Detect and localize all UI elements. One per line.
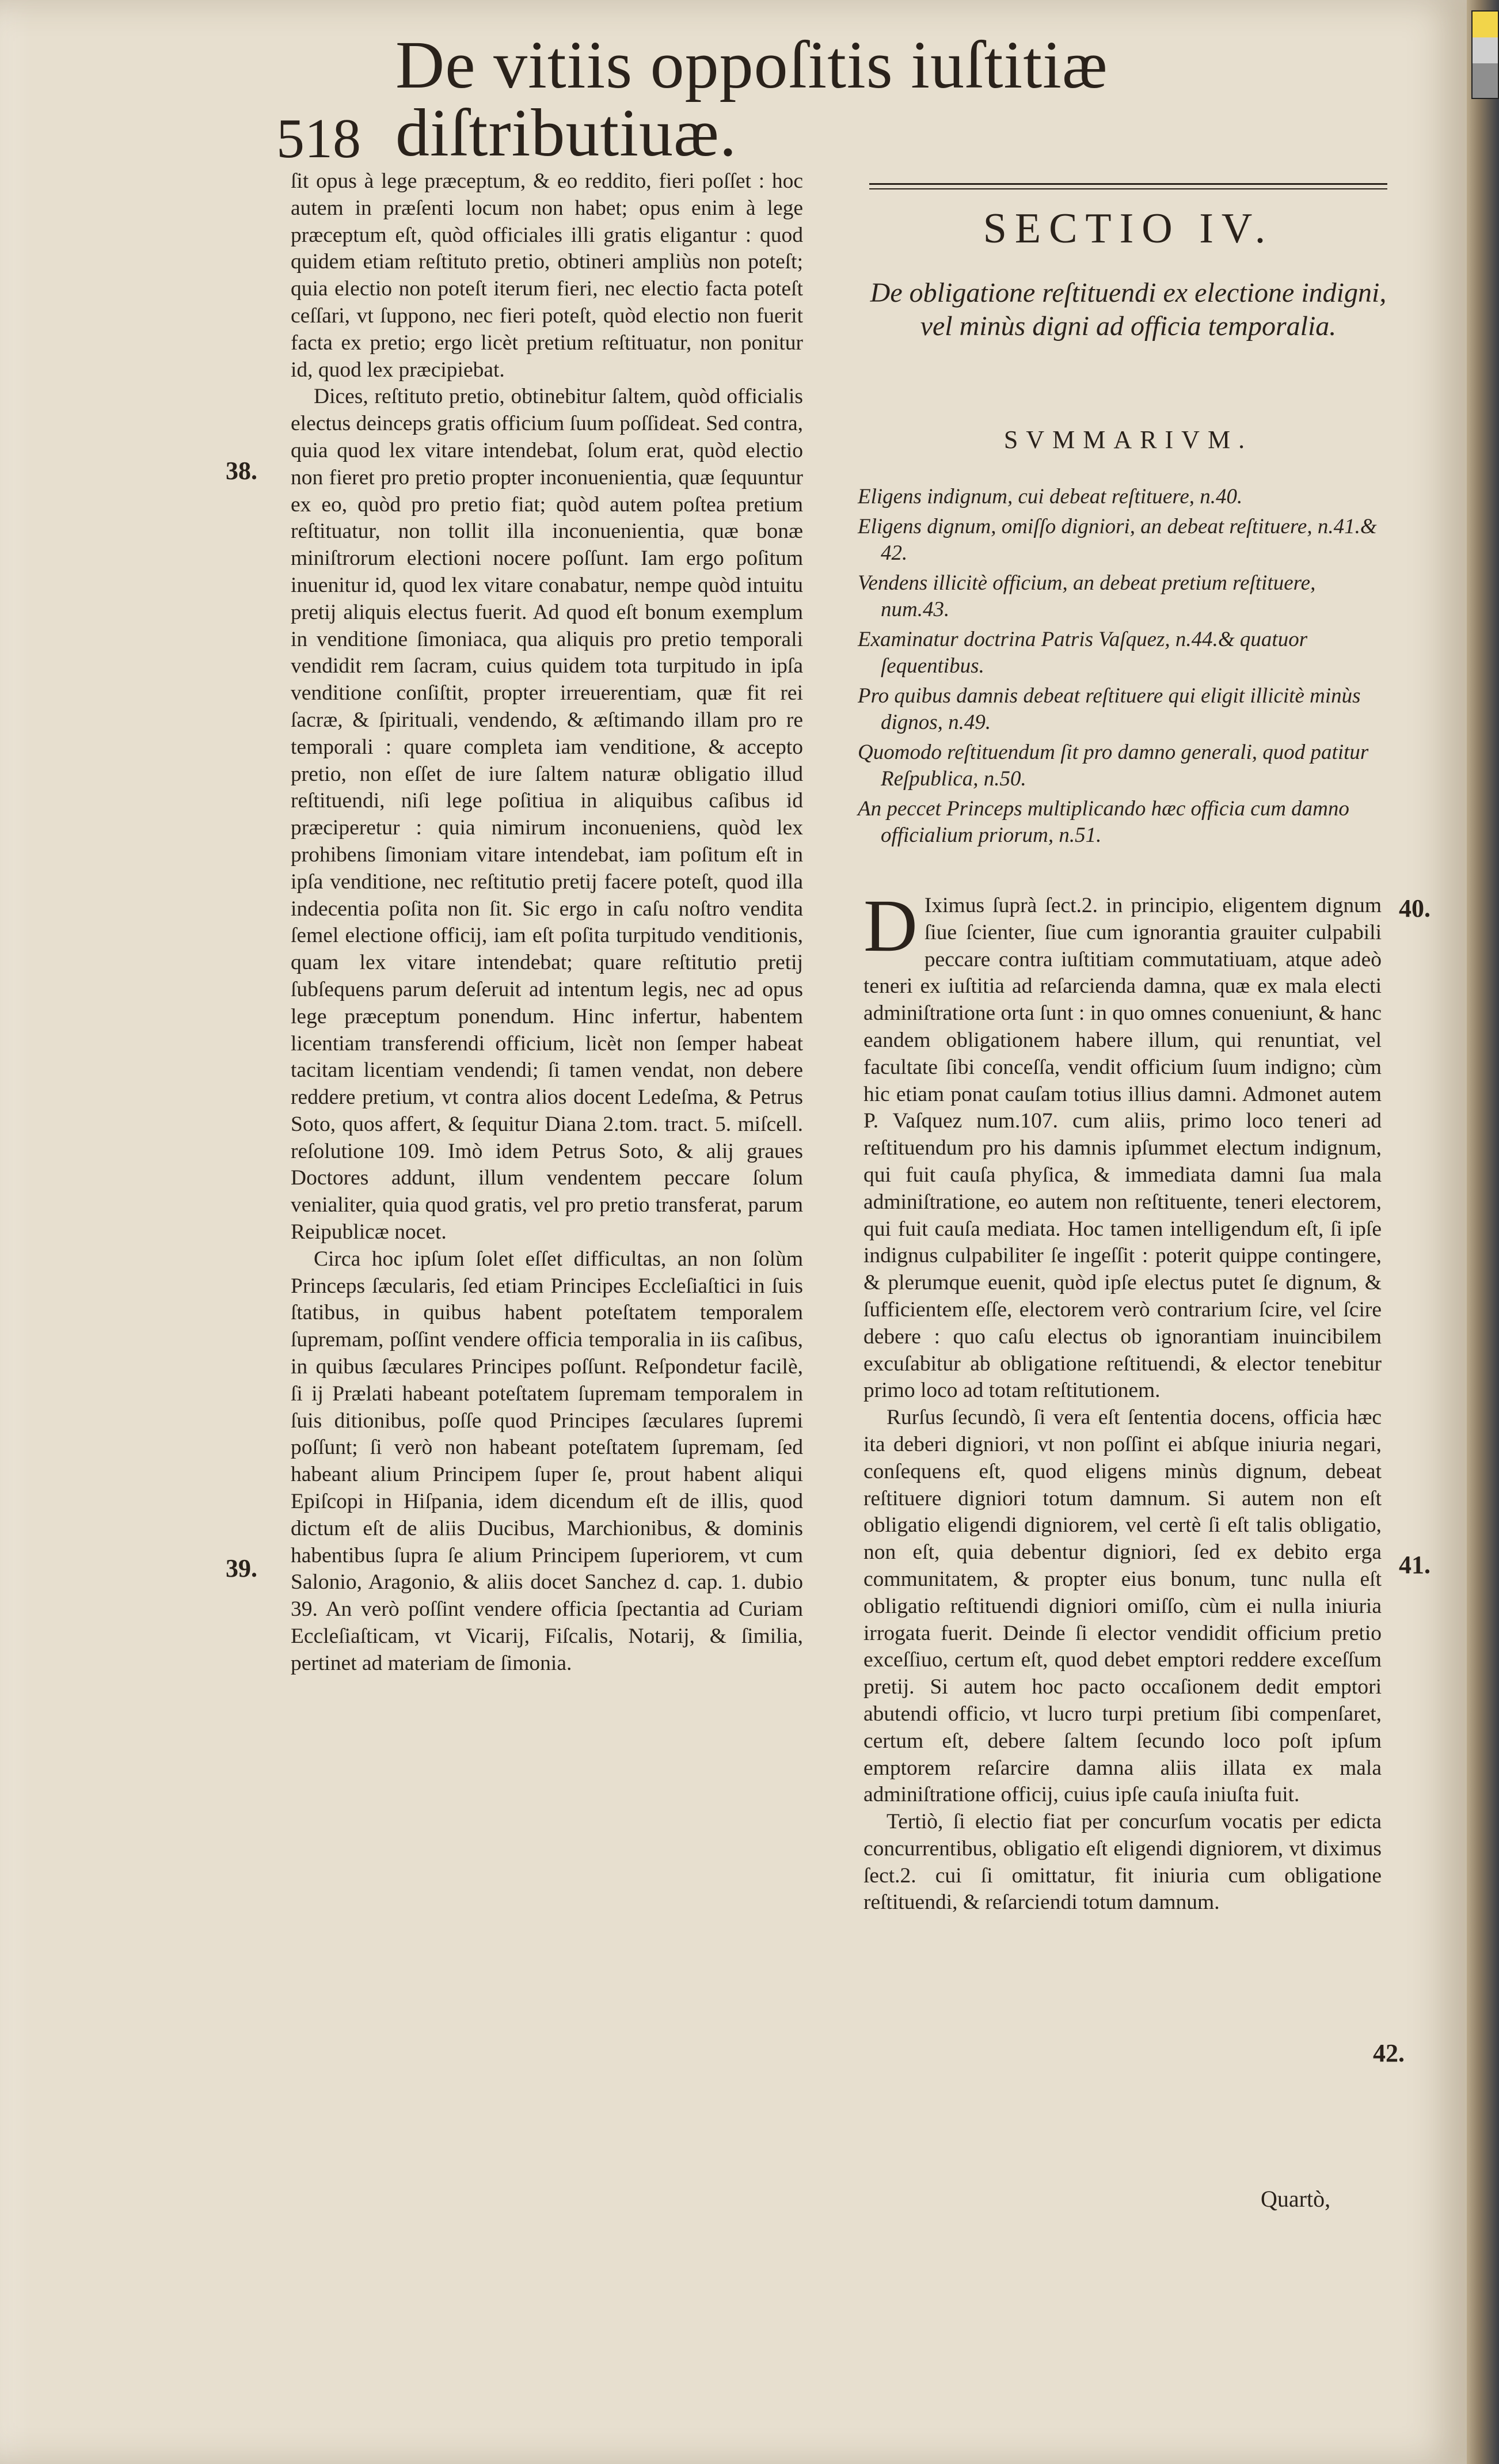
- summary-item: Eligens indignum, cui debeat reſtituere, n.40.: [858, 485, 1243, 508]
- right-column: [863, 884, 1382, 1916]
- section-top-rule: [869, 183, 1387, 189]
- page-header: [276, 27, 1399, 170]
- summarium-title: SVMMARIVM.: [1003, 426, 1253, 454]
- section-subtitle: De obligatione reſtituendi ex electione indigni, vel minùs digni ad officia temporalia.: [870, 278, 1387, 341]
- summary-list: [858, 484, 1387, 852]
- catchword: Quartò,: [1261, 2186, 1331, 2212]
- summary-item: Eligens dignum, omiſſo digniori, an debeat reſtituere, n.41.& 42.: [858, 515, 1377, 565]
- left-paragraph-1: ſit opus à lege præceptum, & eo reddito, fieri poſſet : hoc autem in præſenti locum non habet; opus enim à lege præceptum eſt, quòd officiales illi gratis eligantur : quod quidem etiam reſtituto pretio, obtineri ampliùs non poteſt; quia electio non poteſt iterum fieri, nec electio facta poteſt ceſſari, vt ſuppono, nec fieri poteſt, quòd electio non fuerit facta ex pretio; ergo licèt pretium reſtituatur, non ponitur id, quod lex præcipiebat.: [291, 169, 803, 382]
- right-paragraph-2: Rurſus ſecundò, ſi vera eſt ſententia docens, officia hæc ita deberi digniori, vt non poſſint ei abſque iniuria negari, conſequens eſt, quod eligens minùs dignum, debeat reſtituere digniori totum damnum. Si autem non eſt obligatio eligendi digniorem, vel certè ſi eſt talis obligatio, non eſt, quia debentur digniori, ſed ex debito erga communitatem, & propter eius bonum, tunc nulla eſt obligatio reſtituendi digniori omiſſo, cùm ei nulla iniuria irrogata fuerit. Deinde ſi elector vendidit officium pretio exceſſiuo, certum eſt, quod debet emptori reddere exceſſum pretij. Si autem hoc pacto occaſionem dedit emptori abutendi officio, vt lucro turpi pretium ſibi compenſaret, certum eſt, debere ſaltem ſecundo loco poſt ipſum emptorem reſarcire damna aliis illata ex mala adminiſtratione officij, cuius ipſe cauſa iniuſta fuit.: [863, 1406, 1382, 1807]
- margin-number-41: 41.: [1399, 1551, 1430, 1579]
- summary-item: Vendens illicitè officium, an debeat pretium reſtituere, num.43.: [858, 571, 1316, 621]
- margin-number-40: 40.: [1399, 894, 1430, 922]
- margin-number-38: 38.: [226, 457, 257, 485]
- right-paragraph-3: Tertiò, ſi electio fiat per concurſum vocatis per edicta concurrentibus, obligatio eſt eligendi digniorem, vt diximus ſect.2. cui ſi omittatur, fit iniuria cum obligatione reſtituendi, & reſarciendi totum damnum.: [863, 1810, 1382, 1915]
- color-calibration-swatch: [1471, 10, 1499, 99]
- left-column: [291, 168, 803, 1677]
- summary-item: Pro quibus damnis debeat reſtituere qui eligit illicitè minùs dignos, n.49.: [858, 684, 1361, 734]
- left-paragraph-3: Circa hoc ipſum ſolet eſſet difficultas, an non ſolùm Princeps ſæcularis, ſed etiam Principes Eccleſiaſtici in ſuis ſtatibus, in quibus habent poteſtatem temporalem ſupremam, poſſint vendere officia temporalia in iis caſibus, in quibus ſæculares Principes poſſunt. Reſpondetur facilè, ſi ij Prælati habeant poteſtatem ſupremam temporalem in ſuis ditionibus, poſſe quod Principes ſæculares ſupremi poſſunt; ſi verò non habeant poteſtatem ſupremam, ſed habeant alium Principem ſuper ſe, prout habent aliqui Epiſcopi in Hiſpania, idem dicendum eſt de illis, quod dictum eſt de aliis Ducibus, Marchionibus, & dominis habentibus ſupra ſe alium Principem ſuperiorem, vt cum Salonio, Aragonio, & aliis docet Sanchez d. cap. 1. dubio 39. An verò poſſint vendere officia ſpectantia ad Curiam Eccleſiaſticam, vt Vicarij, Fiſcalis, Notarij, & ſimilia, pertinet ad materiam de ſimonia.: [291, 1247, 803, 1675]
- left-paragraph-2: Dices, reſtituto pretio, obtinebitur ſaltem, quòd officialis electus deinceps gratis officium ſuum poſſideat. Sed contra, quia quod lex vitare intendebat, ſolum erat, quòd electio non fieret pro pretio propter inconuenientia, quæ ſequuntur ex eo, quòd pro pretio fiat; quòd autem poſtea pretium reſtituatur, non tollit illa inconuenientia, quæ bonæ miniſtrorum electioni nocere poſſunt. Iam ergo poſitum inuenitur id, quod lex vitare conabatur, nempe quòd intuitu pretij aliquis electus fuerit. Ad quod eſt bonum exemplum in venditione ſimoniaca, qua aliquis pro pretio temporali vendidit rem ſacram, cuius quidem tota turpitudo in ipſa venditione conſiſtit, propter irreuerentiam, quæ fit rei ſacræ, & ſpirituali, vendendo, & æſtimando illam pro re temporali : quare completa iam venditione, & accepto pretio, non eſſet de iure ſaltem naturæ obligatio illud reſtituendi, niſi lege poſitiua in aliquibus caſibus id præciperetur : quia nimirum inconueniens, quòd lex prohibens ſimoniam vitare intendebat, iam poſitum eſt in ipſa venditione, nec reſtitutio pretij facere poteſt, quod illa indecentia poſita non ſit. Sic ergo in caſu noſtro vendita ſemel electione officij, iam eſt poſita turpitudo venditionis, quam lex vitare intendebat; quare reſtitutio pretij ſubſequens parum deſeruit ad intentum legis, nec ad opus lege præceptum ponendum. Hinc infertur, habentem licentiam transferendi officium, licèt non ſemper habeat tacitam licentiam vendendi; ſi tamen vendat, non debere reddere pretium, vt contra alios docent Ledeſma, & Petrus Soto, quos affert, & ſequitur Diana 2.tom. tract. 5. miſcell. reſolutione 109. Imò idem Petrus Soto, & alij graues Doctores addunt, illum vendentem peccare ſolum venialiter, quia quod gratis, vel pro pretio transferat, parum Reipublicæ nocet.: [291, 385, 803, 1244]
- right-paragraph-1-text: Iximus ſuprà ſect.2. in principio, eligentem dignum ſiue ſcienter, ſiue cum ignorantia grauiter culpabili peccare contra iuſtitiam commutatiuam, atque adeò teneri ex iuſtitia ad reſarcienda damna, quæ ex mala electi adminiſtratione orta ſunt : in quo omnes conueniunt, & hanc eandem obligationem habere illum, qui renuntiat, vel facultate ſibi conceſſa, vendit officium ſuum indigno; cùm hic etiam ponat cauſam totius illius damni. Admonet autem P. Vaſquez num.107. cum aliis, primo loco teneri ad reſtituendum pro his damnis ipſummet electum indignum, qui fuit cauſa phyſica, & immediata damni ſua mala adminiſtratione, eo autem non reſtituente, teneri electorem, qui fuit cauſa mediata. Hoc tamen intelligendum eſt, ſi ipſe indignus culpabiliter ſe ingeſſit : poterit quippe contingere, & plerumque euenit, quòd ipſe electus putet ſe dignum, & ſufficientem eſſe, electorem verò contrarium ſcire, vel ſcire debere : quo caſu electus ob ignorantiam inuincibilem excuſabitur ab obligatione reſtituendi, & elector tenebitur primo loco ad totam reſtitutionem.: [863, 894, 1382, 1403]
- page-edge: [1467, 0, 1499, 2464]
- running-title: De vitiis oppoſitis iuſtitiæ diſtributiuæ.: [395, 27, 1108, 170]
- drop-cap: D: [863, 884, 918, 967]
- margin-number-42: 42.: [1373, 2039, 1405, 2067]
- right-paragraph-1: [863, 884, 1382, 1404]
- summary-item: Quomodo reſtituendum ſit pro damno generali, quod patitur Reſpublica, n.50.: [858, 741, 1369, 791]
- page-number: 518: [276, 108, 361, 170]
- summary-item: An peccet Princeps multiplicando hæc officia cum damno officialium priorum, n.51.: [858, 797, 1349, 847]
- margin-number-39: 39.: [226, 1554, 257, 1582]
- summary-item: Examinatur doctrina Patris Vaſquez, n.44.& quatuor ſequentibus.: [858, 628, 1308, 678]
- section-heading: SECTIO IV.: [983, 205, 1274, 252]
